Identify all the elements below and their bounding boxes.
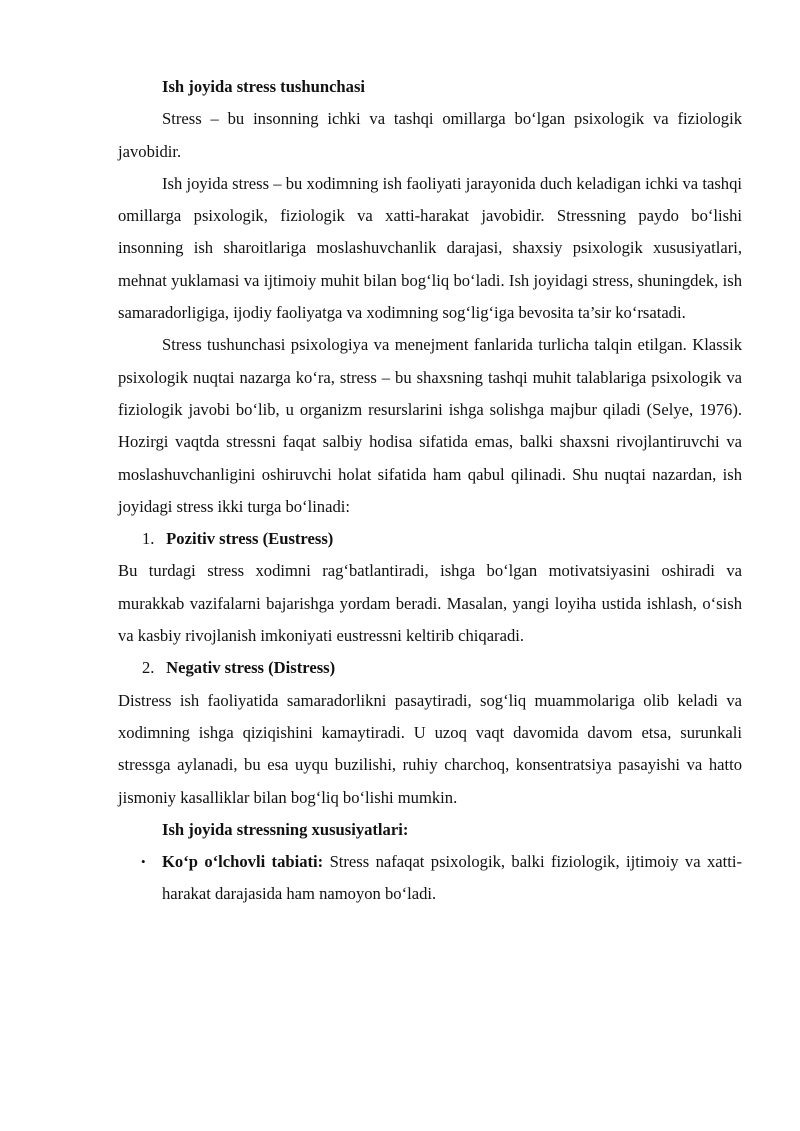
list-number: 2.	[142, 658, 155, 678]
paragraph-workplace-stress: Ish joyida stress – bu xodimning ish faoliyati jarayonida duch keladigan ichki va tashqi omillarga psixologik, fiziologik va xatti-harakat javobidir. Stressning paydo bo‘lishi insonning ish sharoitlariga moslashuvchanlik darajasi, shaxsiy psixologik xususiyatlari, mehnat yuklamasi va ijtimoiy muhit bilan bog‘liq bo‘ladi. Ish joyidagi stress, shuningdek, ish samaradorligiga, ijodiy faoliyatga va xodimning sog‘lig‘iga bevosita ta’sir ko‘rsatadi.	[118, 173, 742, 323]
paragraph-eustress: Bu turdagi stress xodimni rag‘batlantiradi, ishga bo‘lgan motivatsiyasini oshiradi va murakkab vazifalarni bajarishga yordam beradi. Masalan, yangi loyiha ustida ishlash, o‘sish va kasbiy rivojlanish imkoniyati eustressni keltirib chiqaradi.	[118, 561, 742, 646]
list-number: 1.	[142, 529, 155, 549]
features-heading: Ish joyida stressning xususiyatlari:	[162, 819, 409, 839]
list-item-label: Negativ stress (Distress)	[166, 658, 336, 678]
bullet-icon: •	[141, 854, 146, 870]
section-title: Ish joyida stress tushunchasi	[162, 77, 366, 96]
paragraph-definition: Stress – bu insonning ichki va tashqi omillarga bo‘lgan psixologik va fiziologik javobidir.	[118, 109, 742, 161]
list-item-label: Pozitiv stress (Eustress)	[166, 529, 334, 549]
bullet-item-text: Stress nafaqat psixologik, balki fiziologik, ijtimoiy va xatti-harakat darajasida ham namoyon bo‘ladi.	[162, 852, 742, 904]
bullet-item-multidimensional	[118, 846, 742, 911]
list-item-distress	[118, 652, 742, 684]
list-item-eustress	[118, 523, 742, 555]
paragraph-distress: Distress ish faoliyatida samaradorlikni pasaytiradi, sog‘liq muammolariga olib keladi va xodimning ishga qiziqishini kamaytiradi. U uzoq vaqt davomida davom etsa, surunkali stressga aylanadi, bu esa uyqu buzilishi, ruhiy charchoq, konsentratsiya pasayishi va hatto jismoniy kasalliklar bilan bog‘liq bo‘lishi mumkin.	[118, 690, 742, 807]
document-body	[118, 71, 742, 911]
paragraph-interpretation: Stress tushunchasi psixologiya va menejment fanlarida turlicha talqin etilgan. Klassik psixologik nuqtai nazarga ko‘ra, stress – bu shaxsning tashqi muhit talablariga psixologik va fiziologik javobi bo‘lib, u organizm resurslarini ishga solishga majbur qiladi (Selye, 1976). Hozirgi vaqtda stressni faqat salbiy hodisa sifatida emas, balki shaxsni rivojlantiruvchi va moslashuvchanligini oshiruvchi holat sifatida ham qabul qilinadi. Shu nuqtai nazardan, ish joyidagi stress ikki turga bo‘linadi:	[118, 335, 742, 516]
bullet-item-label: Ko‘p o‘lchovli tabiati:	[162, 852, 324, 872]
